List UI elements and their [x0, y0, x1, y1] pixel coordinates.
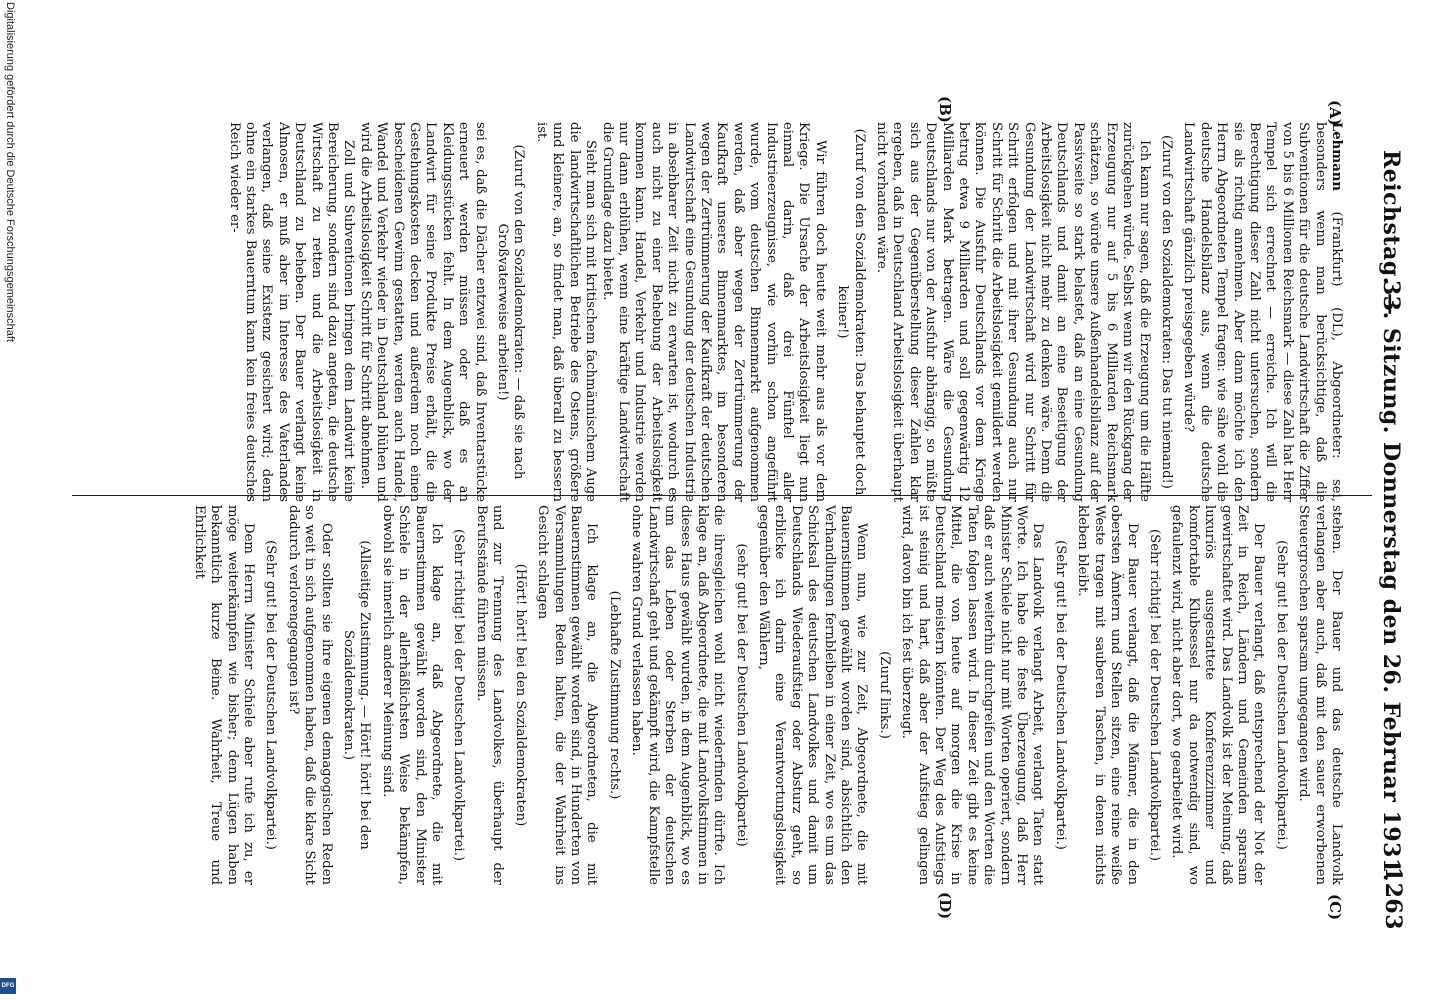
interjection: (Zuruf links.) [876, 651, 892, 739]
interjection: (Lebhafte Zustimmung rechts.) [606, 590, 622, 800]
digitization-note-text: Digitalisierung gefördert durch die Deutsche Forschungsgemeinschaft [4, 2, 16, 342]
right-column [190, 505, 1344, 885]
paragraph: Ich klage an, die Abgeordneten, die mit Bauernstimmen gewählt worden sind, in Hunderten von Versammlungen Reden halten, die der Wahrheit ins Gesicht schlagen [535, 505, 600, 885]
marker-d: (D) [936, 892, 954, 920]
paragraph: Sieht man sich mit kritischem fachmännischem Auge die landwirtschaftlichen Betriebe des Ostens, größere und kleinere, an, so findet man, daß überall zu bessern ist. [533, 122, 599, 502]
speaker-detail: (Frankfurt) (DL), Abgeordneter: [1329, 190, 1344, 459]
paragraph: Das Landvolk verlangt Arbeit, verlangt Taten statt Worte. Ich habe die feste Überzeugung, daß Herr Minister Schiele nicht nur mit Worten operiert, sondern daß er auch weiterhin durchgreifen und den Worten die Taten folgen lassen wird. In dieser Zeit gibt es keine Mittel, die von heute auf morgen die Krise in Deutschland meistern könnten. Der Weg des Aufstiegs ist steinig und hart, daß aber der Aufstieg gelingen wird, davon bin ich fest überzeugt. [899, 505, 1046, 885]
paragraph: Zoll und Subventionen bringen dem Landwirt keine Bereicherung, sondern sind dazu angetan, die deutsche Wirtschaft zu retten und die Arbeitslosigkeit in Deutschland zu beheben. Der Bauer verlangt keine Almosen, er muß aber im Interesse des Vaterlandes verlangen, daß seine Existenz gesichert wird; denn ohne ein starkes Bauerntum kann kein freies deutsches Reich wieder er- [226, 122, 357, 502]
interjection: (sehr gut! bei der Deutschen Landvolkpartei) [733, 543, 749, 847]
paragraph: Der Bauer verlangt, daß entsprechend der Not der Zeit in Reich, Ländern und Gemeinden sparsam gewirtschaftet wird. Das Landvolk ist der Meinung, daß luxuriös ausgestattete Konferenzzimmer und komfortable Klubsessel nur da notwendig sind, wo gefaulenzt wird, nicht aber dort, wo gearbeitet wird. [1169, 505, 1267, 885]
marker-b: (B) [936, 96, 954, 123]
paragraph: Oder sollten sie ihre eigenen demagogischen Reden so weit in sich aufgenommen haben, daß die klare Sicht dadurch verlorengegangen ist? [285, 505, 334, 885]
paragraph-text: sei, besonders wenn man berücksichtige, daß die Subventionen für die deutsche Landwirtschaft die Ziffer von 5 bis 6 Millionen Reichsmark — diese Zahl hat Herr Tempel sich errechnet — erreiche. Ich will die Berechtigung dieser Zahl nicht untersuchen, sondern sie als richtig annehmen. Aber dann möchte ich den Herrn Abgeordneten Tempel fragen: wie sähe wohl die deutsche Handelsbilanz aus, wenn die deutsche Landwirtschaft gänzlich preisgegeben würde? [1181, 122, 1344, 502]
left-column [225, 122, 1344, 502]
interjection: (Zuruf von den Sozialdemokraten: Das behauptet doch keiner!) [835, 128, 867, 496]
interjection: (Zuruf von den Sozialdemokraten: — daß sie nach Großvaterweise arbeiten!) [495, 144, 527, 480]
speaker-name: Lehmann [1329, 122, 1344, 191]
paragraph: Wenn nun, wie zur Zeit, Abgeordnete, die mit Bauernstimmen gewählt worden sind, absichtlich den Verhandlungen fernbleiben in einer Zeit, wo es um das Schicksal des deutschen Landvolkes und damit um Deutschlands Wiederaufstieg oder Absturz geht, so erblicke ich darin eine Verantwortungslosigkeit gegenüber den Wählern, [756, 505, 870, 885]
interjection: (Sehr richtig! bei der Deutschen Landvolkpartei.) [451, 529, 467, 861]
paragraph: sei es, daß die Dächer entzwei sind, daß Inventarstücke erneuert werden müssen oder daß es an Kleidungsstücken fehlt. In dem Augenblick, wo der Landwirt für seine Produkte Preise erhält, die die Gestehungskosten decken und außerdem noch einen bescheidenen Gewinn gestatten, werden auch Handel, Wandel und Verkehr wieder in Deutschland blühen und wird die Arbeitslosigkeit Schritt für Schritt abnehmen. [357, 122, 488, 502]
paragraph: Ich klage an, daß Abgeordnete, die mit Bauernstimmen gewählt worden sind, den Minister Schiele in der allerhäßlichsten Weise bekämpfen, obwohl sie innerlich anderer Meinung sind. [379, 505, 445, 885]
paragraph: Dem Herrn Minister Schiele aber rufe ich zu, er möge weiterkämpfen wie bisher; denn Lügen haben bekanntlich kurze Beine. Wahrheit, Treue und Ehrlichkeit [191, 505, 257, 885]
page-header [1372, 40, 1412, 940]
paragraph: Der Bauer verlangt, daß die Männer, die in den obersten Ämtern und Stellen sitzen, eine reine weiße Weste tragen mit sauberen Taschen, in denen nichts kleben bleibt. [1075, 505, 1140, 885]
dfg-logo-icon: DFG [0, 978, 16, 994]
interjection: (Sehr gut! bei der Deutschen Landvolkpartei.) [1052, 540, 1068, 850]
interjection: (Sehr gut! bei der Deutschen Landvolkpartei.) [263, 540, 279, 850]
marker-c: (C) [1326, 894, 1344, 921]
interjection: (Hört! hört! bei den Sozialdemokraten) [512, 563, 528, 827]
paragraph: und zur Trennung des Landvolkes, überhaupt der Berufsstände führen müssen. [473, 505, 506, 885]
header-session: 33. Sitzung. Donnerstag den 26. Februar 1931. [1378, 280, 1404, 882]
paragraph: die ihresgleichen wohl nicht wiederfinden dürfte. Ich klage an, daß Abgeordnete, die mit Landvolkstimmen in dieses Haus gewählt wurden, in dem Augenblick, wo es um das Leben oder Sterben der deutschen Landwirtschaft geht und gekämpft wird, die Kampfstelle ohne wahren Grund verlassen haben. [629, 505, 727, 885]
header-left: Reichstag. — [1378, 150, 1404, 316]
digitization-note [4, 2, 16, 992]
page-number: 1263 [1380, 866, 1406, 930]
interjection: (Zuruf von den Sozialdemokraten: Das tut niemand!) [1158, 135, 1174, 489]
marker-a: (A) [1326, 100, 1344, 126]
paragraph [1180, 122, 1344, 502]
paragraph: stehen. Der Bauer und das deutsche Landvolk verlangen aber auch, daß mit den sauer erworbenen Steuergroschen sparsam umgegangen wird. [1296, 505, 1344, 885]
interjection: (Allseitige Zustimmung. — Hört! hört! bei den Sozialdemokraten.) [341, 540, 373, 850]
interjection: (Sehr gut! bei der Deutschen Landvolkpartei.) [1273, 540, 1289, 850]
paragraph: Ich kann nur sagen, daß die Erzeugung um die Hälfte zurückgehen würde. Selbst wenn wir den Rückgang der Erzeugung nur auf 5 bis 6 Milliarden Reichsmark schätzen, so würde unsere Außenhandelsbilanz auf der Passivseite so stark belastet, daß an eine Gesundung Deutschlands und damit an eine Beseitigung der Arbeitslosigkeit nicht mehr zu denken wäre. Denn die Gesundung der Landwirtschaft wird nur Schritt für Schritt erfolgen und mit ihrer Gesundung auch nur Schritt für Schritt die Arbeitslosigkeit gemildert werden können. Die Ausfuhr Deutschlands vor dem Kriege betrug etwa 9 Milliarden und soll gegenwärtig 12 Milliarden Mark betragen. Wäre die Gesundung Deutschlands nur von der Ausfuhr abhängig, so müßte sich aus der Gegenüberstellung dieser Zahlen klar ergeben, daß in Deutschland Arbeitslosigkeit überhaupt nicht vorhanden wäre. [874, 122, 1152, 502]
paragraph: Wir führen doch heute weit mehr aus als vor dem Kriege. Die Ursache der Arbeitslosigkeit liegt nun einmal darin, daß drei Fünftel aller Industrieerzeugnisse, wie vorhin schon angeführt wurde, vom deutschen Binnenmarkt aufgenommen werden, daß aber wegen der Zertrümmerung der Kaufkraft unseres Binnenmarktes, im besonderen wegen der Zertrümmerung der Kaufkraft der deutschen Landwirtschaft eine Gesundung der deutschen Industrie in absehbarer Zeit nicht zu erwarten ist, wodurch es auch nicht zu einer Behebung der Arbeitslosigkeit kommen kann. Handel, Verkehr und Industrie werden nur dann erblühen, wenn eine kräftige Landwirtschaft die Grundlage dazu bietet. [599, 122, 828, 502]
interjection: (Sehr richtig! bei der Deutschen Landvolkpartei.) [1146, 529, 1162, 861]
